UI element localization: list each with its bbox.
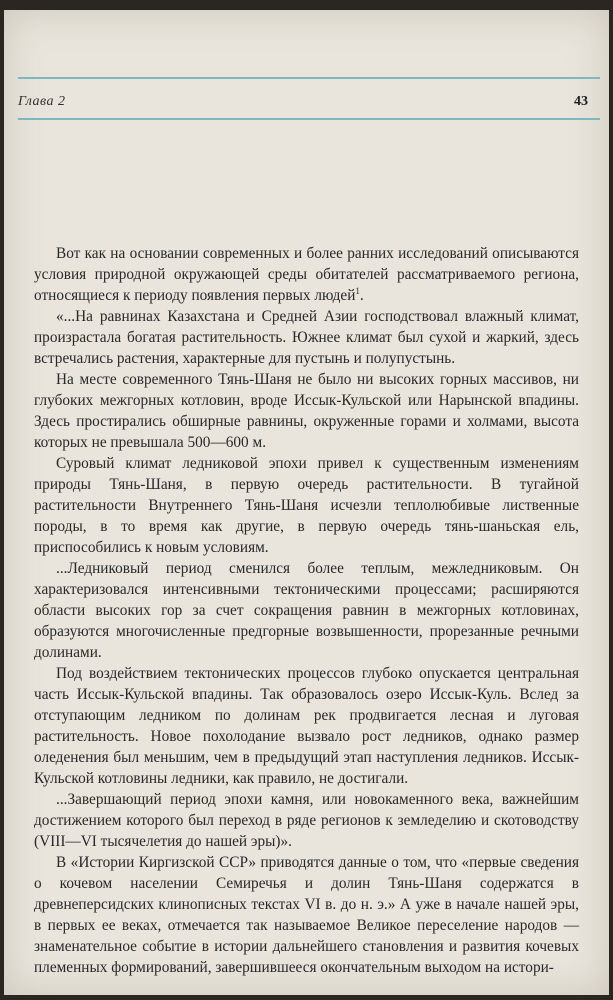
paragraph: «...На равнинах Казахстана и Средней Азии господствовал влажный климат, произрастала богатая растительность. Южнее климат был сухой и жаркий, здесь встречались растения, характерные для пустынь и полупустынь.: [34, 308, 579, 367]
paragraph: Под воздействием тектонических процессов глубоко опускается центральная часть Иссык-Кульской впадины. Так образовалось озеро Иссык-Куль. Вслед за отступающим ледником по долинам рек продвигается лесная и луговая растительность. Новое похолодание вызвало рост ледников, однако размер оледенения был меньшим, чем в предыдущий этап наступления ледников. Иссык-Кульской котловины ледники, как правило, не достигали.: [34, 665, 579, 787]
paragraph: На месте современного Тянь-Шаня не было ни высоких горных массивов, ни глубоких межгорных котловин, вроде Иссык-Кульской или Нарынской впадины. Здесь простирались обширные равнины, окруженные горами и холмами, высота которых не превышала 500—600 м.: [34, 371, 579, 451]
paragraph: В «Истории Киргизской ССР» приводятся данные о том, что «первые сведения о кочевом населении Семиречья и долин Тянь-Шаня содержатся в древнеперсидских клинописных текстах VI в. до н. э.» А уже в начале нашей эры, в первых ее веках, отмечается так называемое Великое переселение народов — знаменательное событие в истории дальнейшего становления и развития кочевых племенных формирований, завершившееся окончательным выходом на истори-: [34, 854, 579, 976]
footnote-marker: 1: [355, 285, 360, 296]
header-rule: [18, 118, 600, 120]
paragraph: ...Ледниковый период сменился более теплым, межледниковым. Он характеризовался интенсивными тектоническими процессами; расширяются области высоких гор за счет сокращения равнин в межгорных котловинах, образуются многочисленные предгорные возвышенности, прорезанные речными долинами.: [34, 560, 579, 661]
paragraph: Вот как на основании современных и более ранних исследований описываются условия природной окружающей среды обитателей рассматриваемого региона, относящиеся к периоду появления первых людей$^1$.: [34, 245, 579, 304]
top-rule: [18, 77, 600, 79]
paragraph: Суровый климат ледниковой эпохи привел к существенным изменениям природы Тянь-Шаня, в первую очередь растительности. В тугайной растительности Внутреннего Тянь-Шаня исчезли теплолюбивые лиственные породы, в то время как другие, в первую очередь тянь-шаньская ель, приспособились к новым условиям.: [34, 455, 579, 556]
page-header: [18, 90, 588, 114]
paragraph: ...Завершающий период эпохи камня, или новокаменного века, важнейшим достижением которого был переход в ряде регионов к земледелию и скотоводству (VIII—VI тысячелетия до нашей эры)».: [34, 791, 579, 850]
page-number: 43: [574, 94, 588, 109]
chapter-title: Глава 2: [18, 94, 66, 109]
body-text: [34, 243, 579, 978]
book-page: [4, 10, 609, 995]
